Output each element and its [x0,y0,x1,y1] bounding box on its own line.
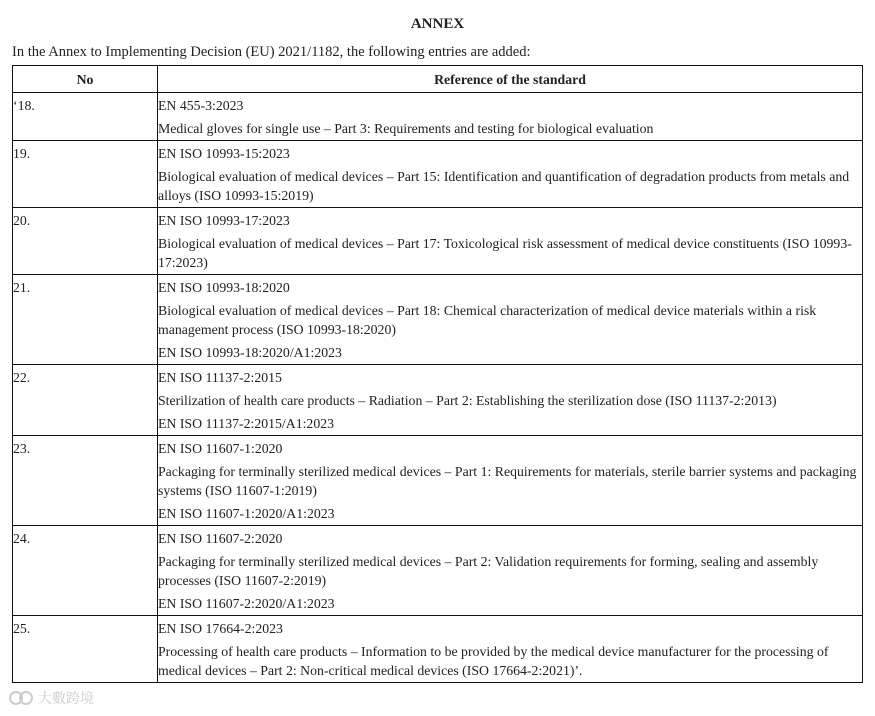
entry-reference [158,208,863,275]
standard-code: EN ISO 10993-18:2020 [158,280,290,295]
entry-number: 24. [13,526,158,616]
watermark-logo-icon [8,689,34,707]
entry-number: 21. [13,275,158,365]
entry-number: 22. [13,365,158,436]
entry-number: 19. [13,141,158,208]
standard-code: EN ISO 10993-17:2023 [158,213,290,228]
intro-text: In the Annex to Implementing Decision (EU) 2021/1182, the following entries are added: [12,44,531,60]
standard-title: Biological evaluation of medical devices – Part 15: Identification and quantification of degradation products from metals and alloys (ISO 10993-15:2019) [158,169,850,203]
table-row [13,275,863,365]
standard-title: Medical gloves for single use – Part 3: Requirements and testing for biological evaluation [158,121,654,136]
standard-title: Biological evaluation of medical devices – Part 18: Chemical characterization of medical device materials within a risk management process (ISO 10993-18:2020) [158,303,817,337]
standard-code: EN ISO 17664-2:2023 [158,621,283,636]
entry-reference [158,93,863,141]
table-row [13,208,863,275]
watermark [8,688,94,708]
annex-title: ANNEX [410,16,465,32]
standard-code: EN ISO 11137-2:2015 [158,370,282,385]
entry-reference [158,526,863,616]
standard-title: Biological evaluation of medical devices – Part 17: Toxicological risk assessment of medical device constituents (ISO 10993-17:2023) [158,236,852,270]
table-row [13,526,863,616]
standard-code: EN ISO 11607-2:2020 [158,531,283,546]
standard-code: EN ISO 10993-15:2023 [158,146,290,161]
entry-reference [158,365,863,436]
entry-number: 25. [13,616,158,683]
entry-number: 23. [13,436,158,526]
table-row [13,616,863,683]
entry-number: 20. [13,208,158,275]
entry-reference [158,141,863,208]
standards-table [12,65,863,683]
entry-reference [158,275,863,365]
standard-title: Sterilization of health care products – Radiation – Part 2: Establishing the sterilization dose (ISO 11137-2:2013) [158,393,777,408]
standard-amendment: EN ISO 11607-2:2020/A1:2023 [158,596,335,611]
table-row [13,141,863,208]
entry-reference [158,436,863,526]
entry-number: ‘18. [13,93,158,141]
standard-title: Packaging for terminally sterilized medical devices – Part 2: Validation requirements for forming, sealing and assembly processes (ISO 11607-2:2019) [158,554,819,588]
standard-title: Packaging for terminally sterilized medical devices – Part 1: Requirements for materials, sterile barrier systems and packaging systems (ISO 11607-1:2019) [158,464,857,498]
table-row [13,436,863,526]
standard-code: EN ISO 11607-1:2020 [158,441,283,456]
standard-title: Processing of health care products – Information to be provided by the medical device manufacturer for the processing of medical devices – Part 2: Non-critical medical devices (ISO 17664-2:2021)’. [158,644,829,678]
watermark-text: 大數跨境 [38,691,94,707]
header-no: No [13,66,158,93]
table-body [13,93,863,683]
table-row [13,365,863,436]
table-header-row [13,66,863,93]
standard-code: EN 455-3:2023 [158,98,244,113]
standard-amendment: EN ISO 11137-2:2015/A1:2023 [158,416,335,431]
standard-amendment: EN ISO 10993-18:2020/A1:2023 [158,345,342,360]
entry-reference [158,616,863,683]
header-reference: Reference of the standard [158,66,863,93]
table-row [13,93,863,141]
standard-amendment: EN ISO 11607-1:2020/A1:2023 [158,506,335,521]
